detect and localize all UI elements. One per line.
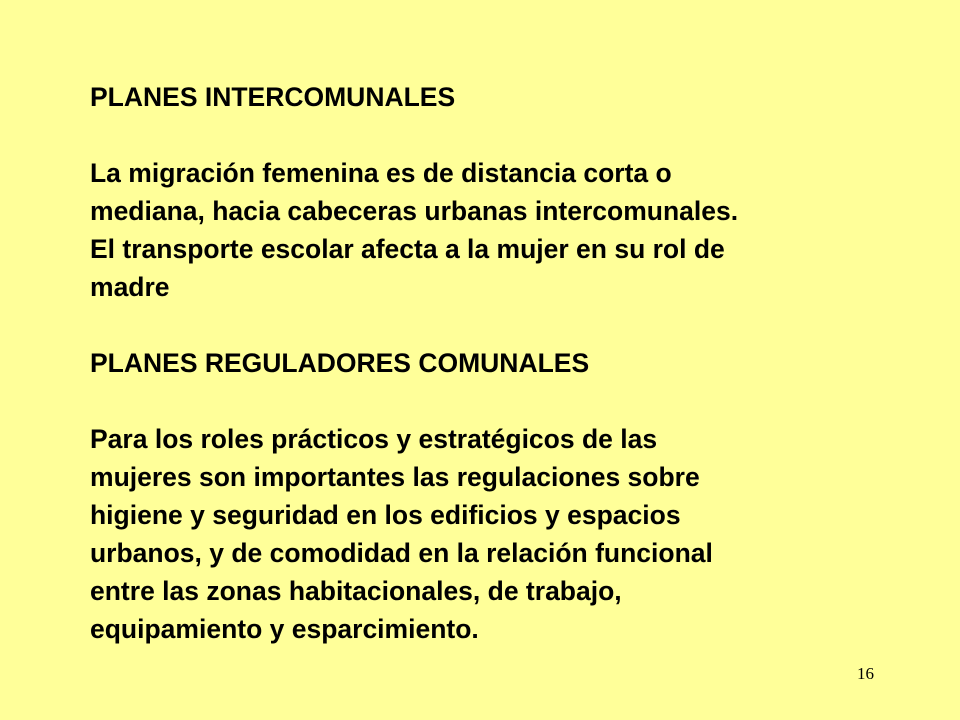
spacer <box>90 116 920 154</box>
body-line: La migración femenina es de distancia corta o <box>90 158 672 188</box>
spacer <box>90 306 920 344</box>
body-line: madre <box>90 272 170 302</box>
body-line: El transporte escolar afecta a la mujer en su rol de <box>90 234 725 264</box>
section-heading-reguladores: PLANES REGULADORES COMUNALES <box>90 348 590 378</box>
body-line: higiene y seguridad en los edificios y espacios <box>90 500 681 530</box>
body-line: mujeres son importantes las regulaciones sobre <box>90 462 700 492</box>
body-line: Para los roles prácticos y estratégicos de las <box>90 424 658 454</box>
page-number: 16 <box>857 664 874 683</box>
body-line: entre las zonas habitacionales, de trabajo, <box>90 576 622 606</box>
slide-content <box>90 78 920 648</box>
body-line: equipamiento y esparcimiento. <box>90 614 479 644</box>
spacer <box>90 382 920 420</box>
body-line: mediana, hacia cabeceras urbanas intercomunales. <box>90 196 739 226</box>
body-line: urbanos, y de comodidad en la relación funcional <box>90 538 713 568</box>
section-heading-intercomunales: PLANES INTERCOMUNALES <box>90 82 456 112</box>
